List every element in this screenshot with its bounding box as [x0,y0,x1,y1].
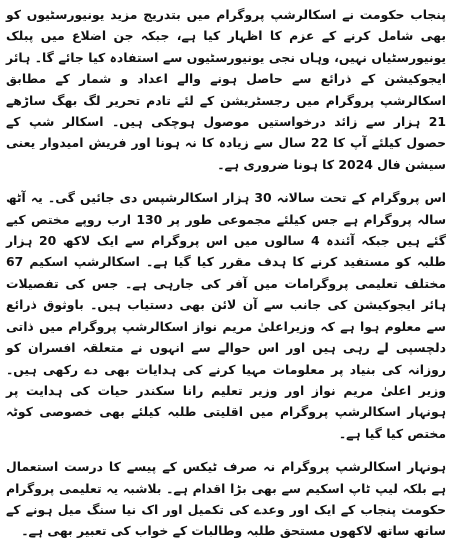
paragraph-3: ہونہار اسکالرشپ پروگرام نہ صرف ٹیکس کے پیسے کا درست استعمال ہے بلکہ لیپ ٹاپ اسکیم سے بھی بڑا اقدام ہے۔ بلاشبہ یہ تعلیمی پروگرام حکومت پنجاب کے ایک اور وعدے کی تکمیل اور اک نیا سنگ میل ہونے کے ساتھ ساتھ لاکھوں مستحق طلبہ وطالبات کے خواب کی تعبیر بھی ہے۔ [6,459,446,539]
paragraph-2: اس پروگرام کے تحت سالانہ 30 ہزار اسکالرشپس دی جائیں گی۔ یہ آٹھ سالہ پروگرام ہے جس کیلئے مجموعی طور پر 130 ارب روپے مختص کیے گئے ہیں جبکہ آئندہ 4 سالوں میں اس پروگرام سے ایک لاکھ 20 ہزار طلبہ کو مستفید کرنے کا ہدف مقرر کیا گیا ہے۔ اسکالرشپ اسکیم 67 مختلف تعلیمی پروگرامات میں آفر کی جارہی ہے۔ جس کی تفصیلات ہائر ایجوکیشن کی جانب سے آن لائن بھی دستیاب ہیں۔ باوثوق ذرائع سے معلوم ہوا ہے کہ وزیراعلیٰ مریم نواز اسکالرشپ پروگرام میں ذاتی دلچسپی لے رہی ہیں اور اس حوالے سے انہوں نے متعلقہ افسران کو روزانہ کی بنیاد پر معلومات مہیا کرنے کی ہدایات بھی دے رکھی ہیں۔ وزیر اعلیٰ مریم نواز اور وزیر تعلیم رانا سکندر حیات کی ہدایت پر ہونہار اسکالرشپ پروگرام میں اقلیتی طلبہ کیلئے بھی خصوصی کوٹہ مختص کیا گیا ہے۔ [6,190,447,441]
paragraph-1: پنجاب حکومت نے اسکالرشپ پروگرام میں بتدریج مزید یونیورسٹیوں کو بھی شامل کرنے کے عزم کا اظہار کیا ہے، جبکہ جن اضلاع میں پبلک یونیورسٹیاں نہیں، وہاں نجی یونیورسٹیوں سے استفادہ کیا جائے گا۔ ہائر ایجوکیشن کے ذرائع سے حاصل ہونے والے اعداد و شمار کے مطابق اسکالرشپ پروگرام میں رجسٹریشن کے لئے تادم تحریر لگ بھگ ساڑھے 21 ہزار سے زائد درخواستیں موصول ہوچکی ہیں۔ اسکالر شپ کے حصول کیلئے آپ کا 22 سال سے زیادہ کا نہ ہونا اور فریش امیدوار یعنی سیشن فال 2024 کا ہونا ضروری ہے۔ [6,7,446,172]
